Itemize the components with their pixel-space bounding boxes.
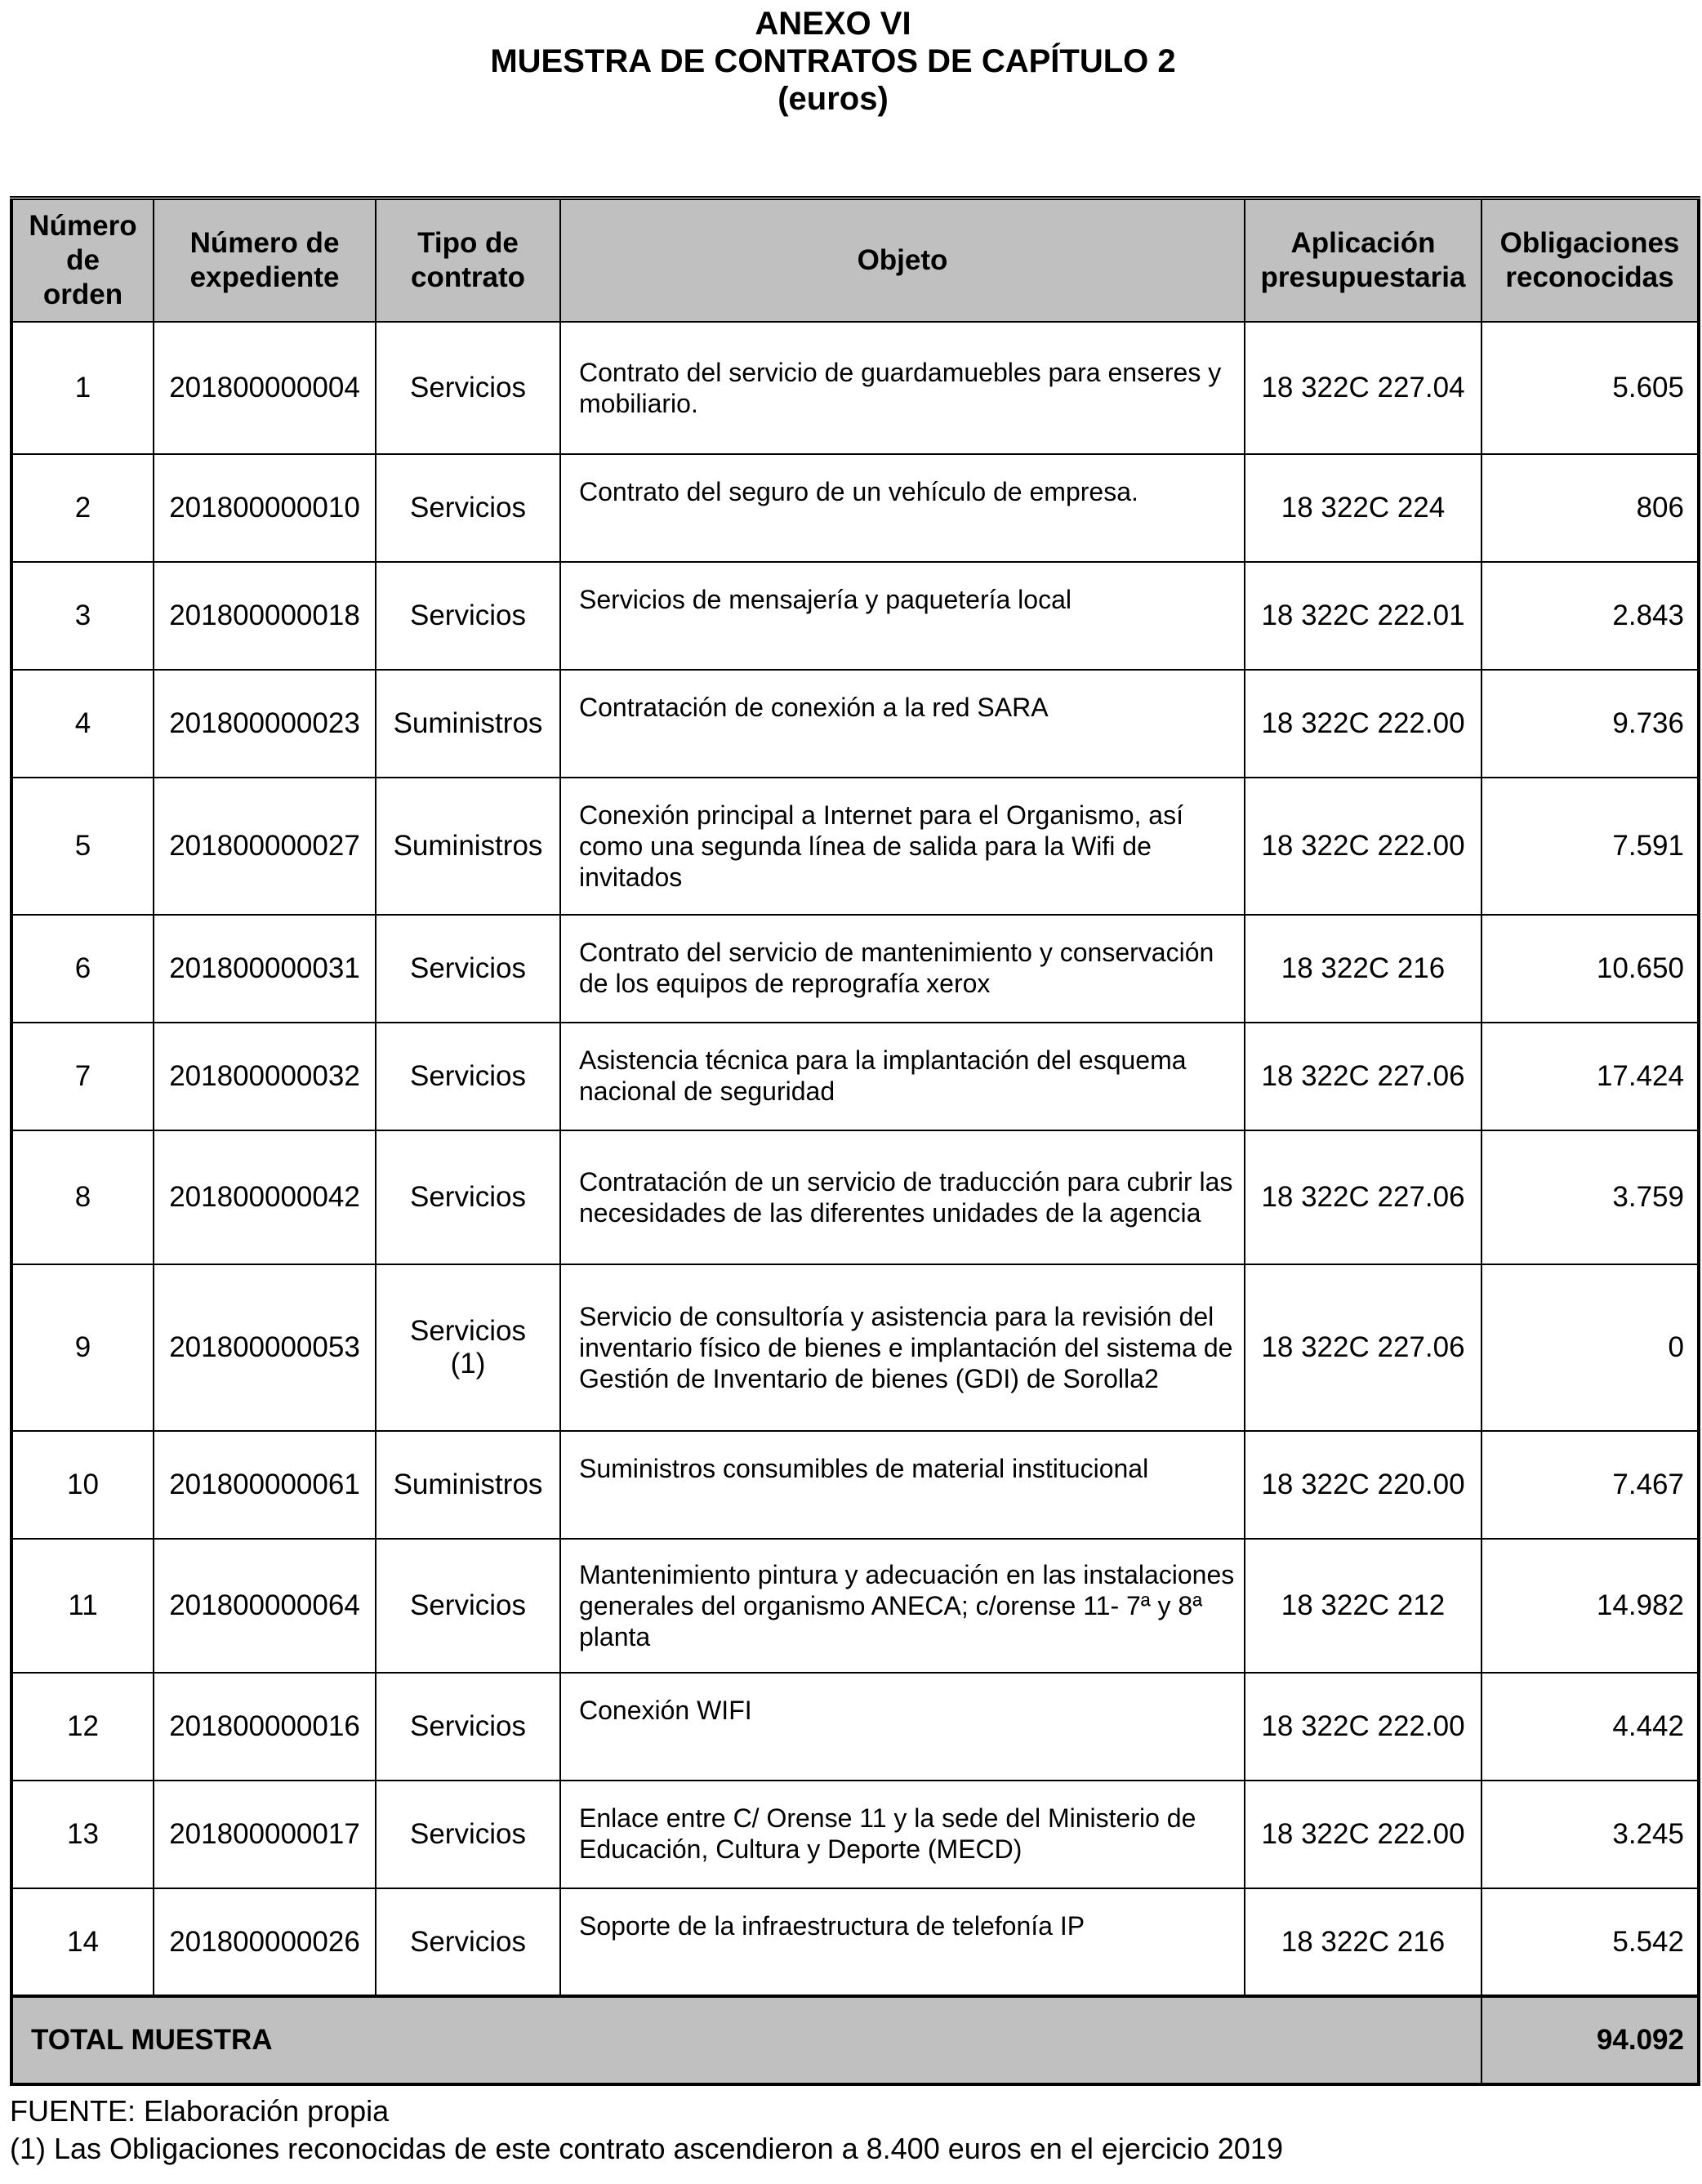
cell-objeto: Servicio de consultoría y asistencia para la revisión del inventario físico de bienes e implantación del sistema de Gestión de Inventario de bienes (GDI) de Sorolla2 [560, 1264, 1245, 1431]
cell-obligaciones: 14.982 [1481, 1539, 1699, 1673]
cell-aplicacion: 18 322C 222.00 [1245, 778, 1481, 915]
table-row [11, 1130, 1699, 1264]
cell-tipo: Servicios [376, 1130, 560, 1264]
cell-obligaciones: 5.605 [1481, 322, 1699, 454]
cell-orden: 9 [11, 1264, 154, 1431]
table-row [11, 322, 1699, 454]
cell-tipo: Suministros [376, 778, 560, 915]
cell-tipo: Servicios (1) [376, 1264, 560, 1431]
cell-aplicacion: 18 322C 212 [1245, 1539, 1481, 1673]
title-annex: ANEXO VI [755, 6, 911, 42]
cell-orden: 8 [11, 1130, 154, 1264]
cell-orden: 12 [11, 1673, 154, 1781]
cell-objeto: Conexión WIFI [560, 1673, 1245, 1781]
cell-tipo: Suministros [376, 670, 560, 778]
cell-aplicacion: 18 322C 216 [1245, 915, 1481, 1023]
cell-expediente: 201800000023 [154, 670, 376, 778]
cell-tipo: Suministros [376, 1431, 560, 1539]
header-tipo: Tipo de contrato [376, 198, 560, 323]
cell-obligaciones: 9.736 [1481, 670, 1699, 778]
cell-aplicacion: 18 322C 222.00 [1245, 1673, 1481, 1781]
cell-aplicacion: 18 322C 224 [1245, 454, 1481, 562]
table-row [11, 1539, 1699, 1673]
table-row [11, 1673, 1699, 1781]
cell-expediente: 201800000032 [154, 1023, 376, 1130]
header-expediente: Número de expediente [154, 198, 376, 323]
cell-orden: 7 [11, 1023, 154, 1130]
document-title [0, 5, 1666, 118]
cell-obligaciones: 806 [1481, 454, 1699, 562]
cell-expediente: 201800000017 [154, 1781, 376, 1888]
cell-objeto: Asistencia técnica para la implantación del esquema nacional de seguridad [560, 1023, 1245, 1130]
cell-aplicacion: 18 322C 227.06 [1245, 1130, 1481, 1264]
cell-orden: 6 [11, 915, 154, 1023]
table-row [11, 1431, 1699, 1539]
cell-tipo: Servicios [376, 1023, 560, 1130]
cell-aplicacion: 18 322C 227.04 [1245, 322, 1481, 454]
cell-obligaciones: 3.759 [1481, 1130, 1699, 1264]
title-unit: (euros) [777, 81, 889, 117]
cell-tipo: Servicios [376, 322, 560, 454]
cell-obligaciones: 7.467 [1481, 1431, 1699, 1539]
cell-expediente: 201800000053 [154, 1264, 376, 1431]
cell-aplicacion: 18 322C 222.00 [1245, 670, 1481, 778]
cell-obligaciones: 7.591 [1481, 778, 1699, 915]
cell-aplicacion: 18 322C 220.00 [1245, 1431, 1481, 1539]
cell-obligaciones: 17.424 [1481, 1023, 1699, 1130]
tipo-footnote-ref: (1) [450, 1348, 486, 1379]
cell-obligaciones: 3.245 [1481, 1781, 1699, 1888]
cell-expediente: 201800000061 [154, 1431, 376, 1539]
cell-expediente: 201800000027 [154, 778, 376, 915]
table-row [11, 915, 1699, 1023]
cell-expediente: 201800000018 [154, 562, 376, 670]
table-row [11, 454, 1699, 562]
cell-objeto: Soporte de la infraestructura de telefonía IP [560, 1888, 1245, 1996]
cell-orden: 5 [11, 778, 154, 915]
header-orden: Número de orden [11, 198, 154, 323]
contracts-table [10, 196, 1700, 2086]
footnotes [10, 2093, 1283, 2168]
cell-objeto: Enlace entre C/ Orense 11 y la sede del Ministerio de Educación, Cultura y Deporte (MECD) [560, 1781, 1245, 1888]
cell-tipo: Servicios [376, 1539, 560, 1673]
table-row [11, 670, 1699, 778]
cell-expediente: 201800000064 [154, 1539, 376, 1673]
cell-objeto: Contratación de un servicio de traducción para cubrir las necesidades de las diferentes unidades de la agencia [560, 1130, 1245, 1264]
cell-tipo: Servicios [376, 1888, 560, 1996]
cell-tipo: Servicios [376, 454, 560, 562]
cell-aplicacion: 18 322C 222.01 [1245, 562, 1481, 670]
cell-objeto: Servicios de mensajería y paquetería local [560, 562, 1245, 670]
table-row [11, 1264, 1699, 1431]
cell-obligaciones: 2.843 [1481, 562, 1699, 670]
cell-tipo: Servicios [376, 915, 560, 1023]
cell-objeto: Suministros consumibles de material institucional [560, 1431, 1245, 1539]
cell-obligaciones: 10.650 [1481, 915, 1699, 1023]
header-objeto: Objeto [560, 198, 1245, 323]
cell-objeto: Conexión principal a Internet para el Organismo, así como una segunda línea de salida para la Wifi de invitados [560, 778, 1245, 915]
cell-expediente: 201800000031 [154, 915, 376, 1023]
cell-obligaciones: 0 [1481, 1264, 1699, 1431]
cell-aplicacion: 18 322C 227.06 [1245, 1023, 1481, 1130]
cell-orden: 13 [11, 1781, 154, 1888]
header-obligaciones: Obligaciones reconocidas [1481, 198, 1699, 323]
cell-orden: 1 [11, 322, 154, 454]
cell-obligaciones: 4.442 [1481, 1673, 1699, 1781]
cell-orden: 10 [11, 1431, 154, 1539]
cell-expediente: 201800000016 [154, 1673, 376, 1781]
total-row [11, 1996, 1699, 2084]
cell-orden: 11 [11, 1539, 154, 1673]
cell-orden: 2 [11, 454, 154, 562]
table-row [11, 1023, 1699, 1130]
cell-objeto: Contrato del seguro de un vehículo de empresa. [560, 454, 1245, 562]
cell-aplicacion: 18 322C 216 [1245, 1888, 1481, 1996]
cell-objeto: Contrato del servicio de guardamuebles para enseres y mobiliario. [560, 322, 1245, 454]
table-row [11, 1888, 1699, 1996]
cell-orden: 4 [11, 670, 154, 778]
cell-expediente: 201800000026 [154, 1888, 376, 1996]
cell-tipo: Servicios [376, 1781, 560, 1888]
cell-obligaciones: 5.542 [1481, 1888, 1699, 1996]
total-label: TOTAL MUESTRA [11, 1996, 1481, 2084]
cell-orden: 3 [11, 562, 154, 670]
table-row [11, 778, 1699, 915]
source-note: FUENTE: Elaboración propia [10, 2094, 390, 2128]
table-row [11, 562, 1699, 670]
title-main: MUESTRA DE CONTRATOS DE CAPÍTULO 2 [490, 43, 1176, 79]
cell-tipo: Servicios [376, 1673, 560, 1781]
cell-expediente: 201800000010 [154, 454, 376, 562]
table-row [11, 1781, 1699, 1888]
cell-objeto: Contratación de conexión a la red SARA [560, 670, 1245, 778]
footnote-1: (1) Las Obligaciones reconocidas de este contrato ascendieron a 8.400 euros en el ejercicio 2019 [10, 2132, 1283, 2165]
cell-objeto: Mantenimiento pintura y adecuación en las instalaciones generales del organismo ANECA; c/orense 11- 7ª y 8ª planta [560, 1539, 1245, 1673]
total-value: 94.092 [1481, 1996, 1699, 2084]
cell-aplicacion: 18 322C 227.06 [1245, 1264, 1481, 1431]
table-header-row [11, 198, 1699, 323]
header-aplicacion: Aplicación presupuestaria [1245, 198, 1481, 323]
cell-aplicacion: 18 322C 222.00 [1245, 1781, 1481, 1888]
cell-objeto: Contrato del servicio de mantenimiento y conservación de los equipos de reprografía xerox [560, 915, 1245, 1023]
cell-orden: 14 [11, 1888, 154, 1996]
cell-expediente: 201800000004 [154, 322, 376, 454]
cell-expediente: 201800000042 [154, 1130, 376, 1264]
cell-tipo: Servicios [376, 562, 560, 670]
